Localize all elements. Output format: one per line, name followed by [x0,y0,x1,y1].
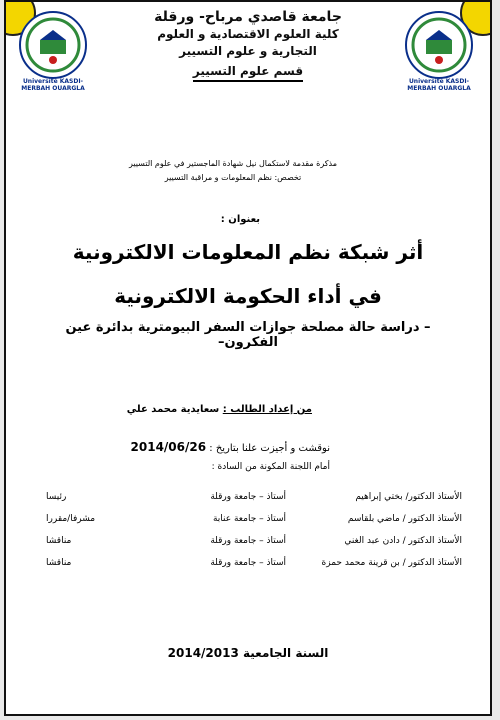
logo-caption: Université KASDI-MERBAH OUARGLA [21,78,85,92]
member-status: رئيسا [46,492,67,502]
committee-intro: أمام اللجنة المكونة من السادة : [211,462,330,472]
member-name: الأستاذ الدكتور / بن قرينة محمد حمزة [321,558,462,568]
thesis-purpose: مذكرة مقدمة لاستكمال نيل شهادة الماجستير في علوم التسيير [128,159,338,168]
member-role: أستاذ – جامعة عنابة [212,514,286,524]
header [6,2,490,112]
university-logo-left [18,10,88,90]
committee-row [34,514,462,536]
committee-row [34,492,462,514]
academic-year: السنة الجامعية 2014/2013 [167,646,329,660]
member-role: أستاذ – جامعة ورقلة [210,492,286,502]
committee-row [34,558,462,580]
defense-date: 2014/06/26 [130,440,207,454]
member-name: الأستاذ الدكتور / دادن عبد الغني [344,536,462,546]
thesis-specialization: تخصص: نظم المعلومات و مراقبة التسيير [164,173,302,182]
member-status: مشرفا/مقررا [46,514,96,524]
author-name: سعايدية محمد علي [126,404,220,415]
committee-row [34,536,462,558]
committee-table [34,492,462,580]
member-status: مناقشا [46,536,72,546]
author-line [127,404,312,415]
thesis-subtitle: – دراسة حالة مصلحة جوازات السفر البيومترية بدائرة عين الفكرون– [65,320,431,350]
university-logo-right [404,10,474,90]
title-intro: بعنوان : [220,214,260,225]
defense-line [131,440,330,454]
member-role: أستاذ – جامعة ورقلة [210,558,286,568]
university-name: جامعة قاصدي مرباح- ورقلة [154,9,342,25]
university-logo-icon [18,10,88,80]
member-name: الأستاذ الدكتور/ بختي إبراهيم [355,492,462,502]
department-name: قسم علوم التسيير [193,64,303,82]
thesis-title-line1: أثر شبكة نظم المعلومات الالكترونية [72,240,424,264]
member-status: مناقشا [46,558,72,568]
header-text [136,8,360,82]
member-role: أستاذ – جامعة ورقلة [210,536,286,546]
member-name: الأستاذ الدكتور / ماضي بلقاسم [347,514,462,524]
university-logo-icon [404,10,474,80]
thesis-title-line2: في أداء الحكومة الالكترونية [114,284,382,308]
logo-caption: Université KASDI-MERBAH OUARGLA [407,78,471,92]
author-label: من إعداد الطالب : [222,404,312,415]
faculty-name: كلية العلوم الاقتصادية و العلوم التجارية و علوم التسيير [157,27,339,58]
thesis-cover-page [4,0,492,716]
defense-text: نوقشت و أجيزت علنا بتاريخ : [209,443,330,454]
